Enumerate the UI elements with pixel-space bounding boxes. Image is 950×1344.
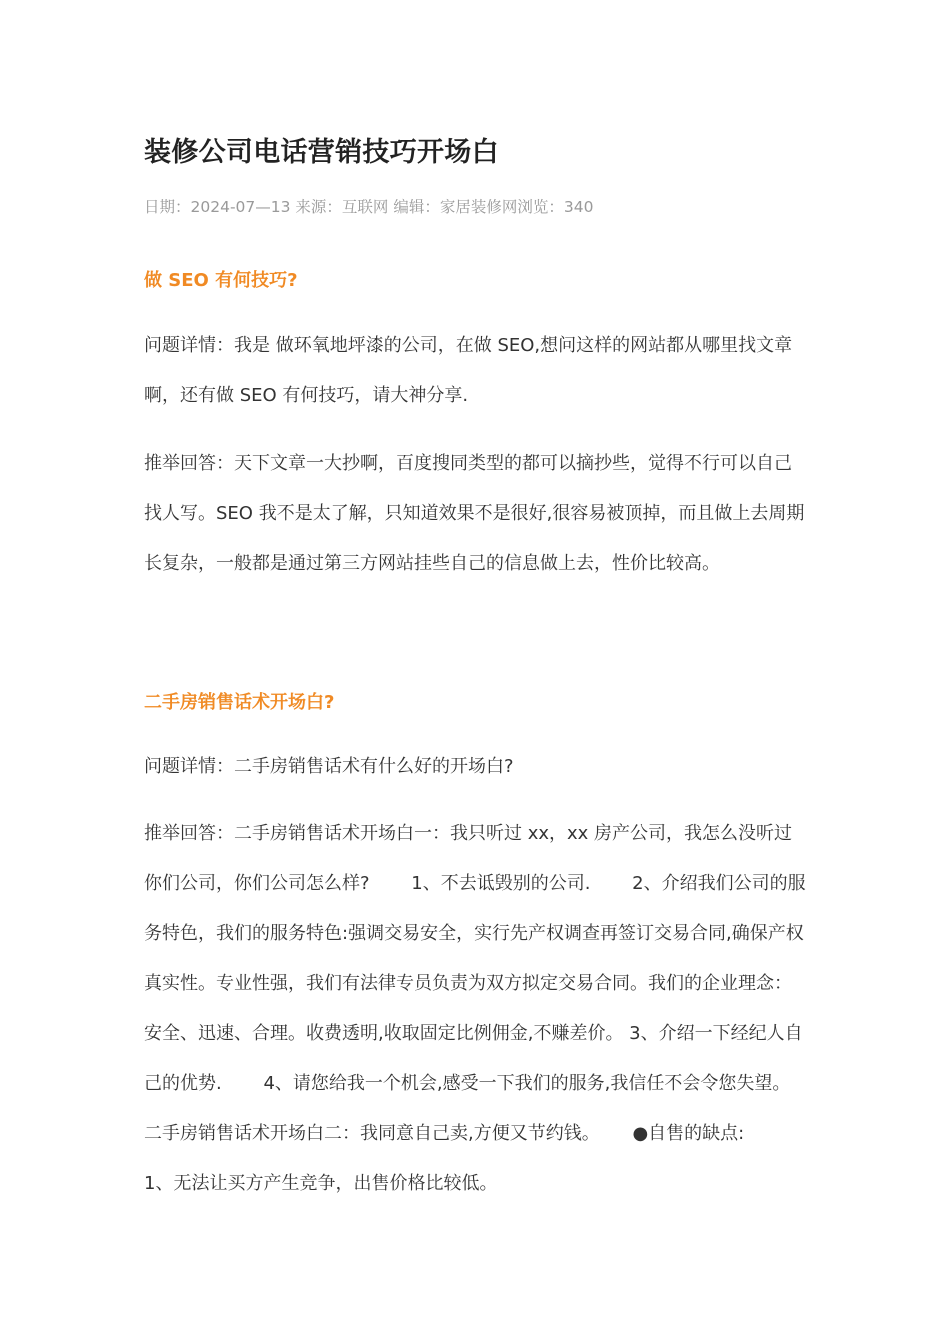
section-answer-seo: 推举回答：天下文章一大抄啊，百度搜同类型的都可以摘抄些，觉得不行可以自己找人写。SEO 我不是太了解，只知道效果不是很好,很容易被顶掉，而且做上去周期长复杂，一般都是通过第三方网站挂些自己的信息做上去，性价比较高。 xyxy=(144,453,805,574)
article-meta: 日期：2024-07—13 来源：互联网 编辑：家居装修网浏览：340 xyxy=(144,198,594,216)
section-answer-house: 推举回答：二手房销售话术开场白一：我只听过 xx，xx 房产公司，我怎么没听过你们公司，你们公司怎么样? 1、不去诋毁别的公司. 2、介绍我们公司的服务特色，我们的服务特色:强调交易安全，实行先产权调查再签订交易合同,确保产权真实性。专业性强，我们有法律专员负责为双方拟定交易合同。我们的企业理念：安全、迅速、合理。收费透明,收取固定比例佣金,不赚差价。 3、介绍一下经纪人自己的优势. 4、请您给我一个机会,感受一下我们的服务,我信任不会令您失望。 二手房销售话术开场白二：我同意自己卖,方便又节约钱。 ●自售的缺点: 1、无法让买方产生竞争，出售价格比较低。 xyxy=(144,823,824,1194)
section-heading-house: 二手房销售话术开场白? xyxy=(144,692,335,713)
section-heading-seo: 做 SEO 有何技巧? xyxy=(144,270,298,291)
article-title: 装修公司电话营销技巧开场白 xyxy=(144,137,499,168)
section-question-house: 问题详情：二手房销售话术有什么好的开场白? xyxy=(144,756,514,777)
section-question-seo: 问题详情：我是 做环氧地坪漆的公司，在做 SEO,想问这样的网站都从哪里找文章啊，还有做 SEO 有何技巧，请大神分享. xyxy=(144,335,793,406)
